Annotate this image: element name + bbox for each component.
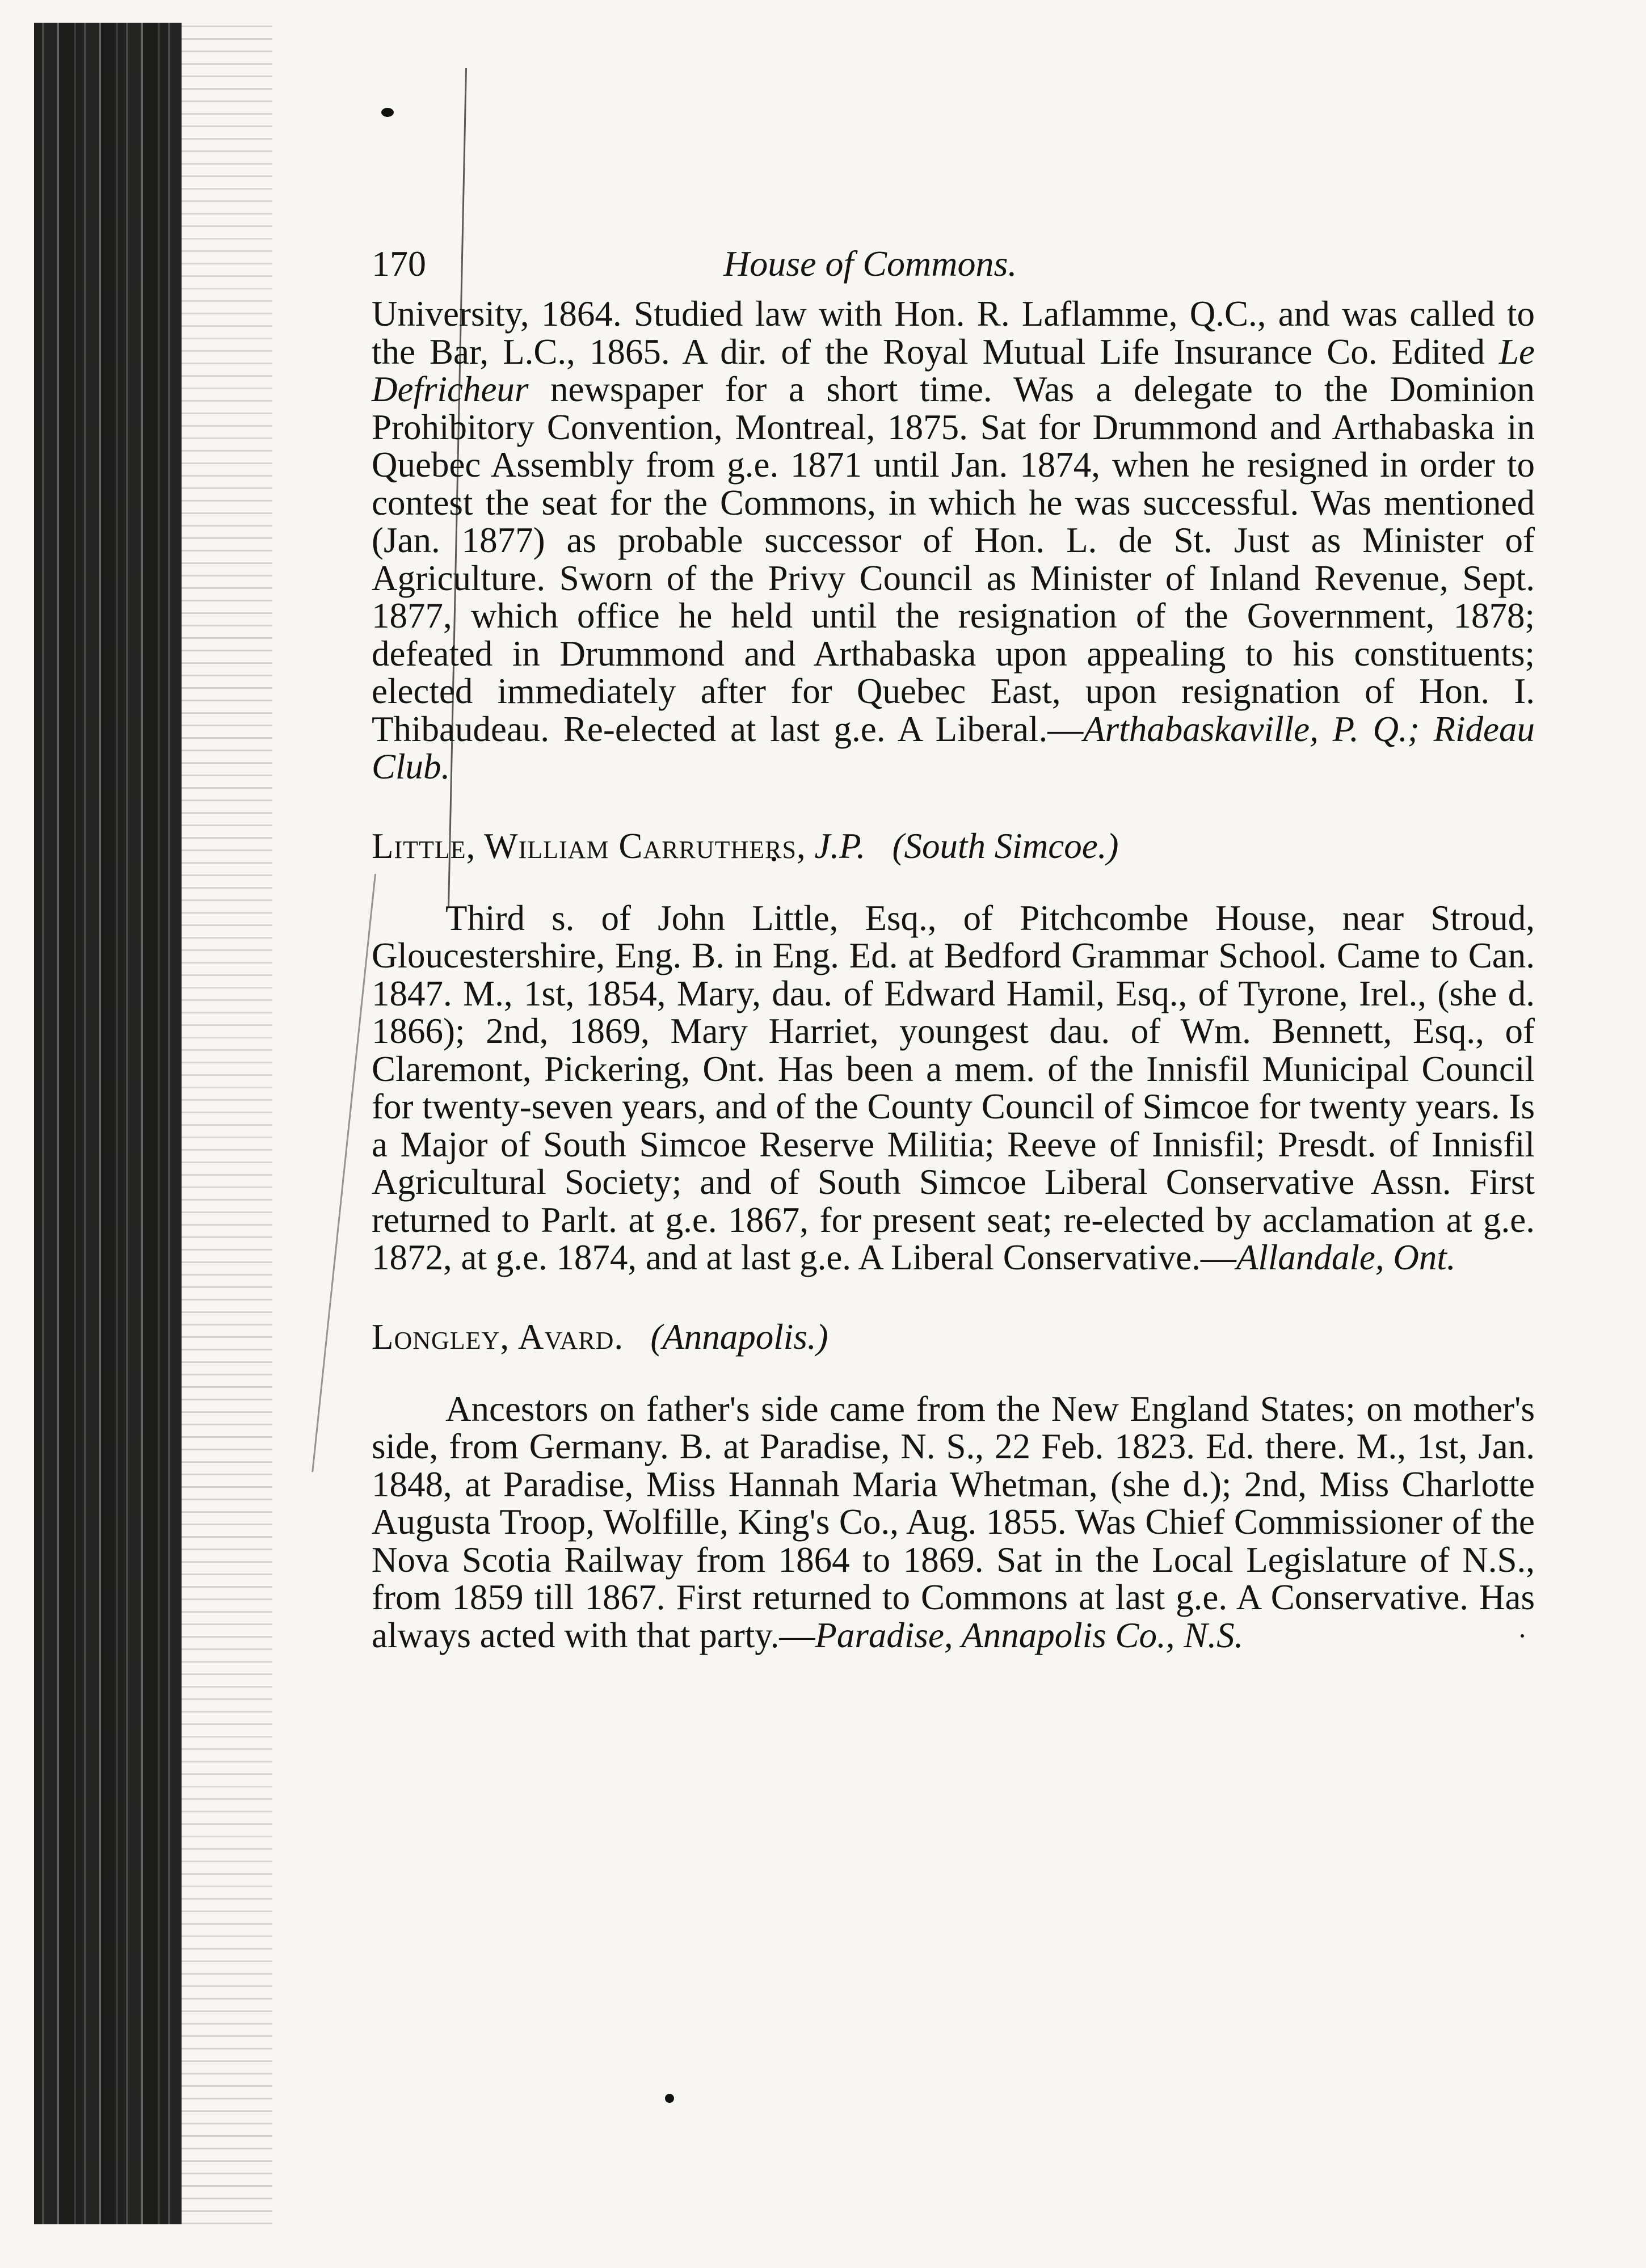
entry-given-names: Avard. bbox=[517, 1316, 624, 1357]
page-number: 170 bbox=[372, 243, 426, 284]
entry-constituency: (South Simcoe.) bbox=[892, 826, 1119, 866]
ink-speck bbox=[381, 108, 394, 117]
paragraph-text: University, 1864. Studied law with Hon. R. Laflamme, Q.C., and was called to the Bar, L.C., 1865. A dir. of the Royal Mutual Life Insurance Co. Edited bbox=[372, 294, 1535, 372]
entry-body bbox=[372, 899, 1535, 1277]
entry-body-text: Ancestors on father's side came from the New England States; on mother's side, from Germany. B. at Paradise, N. S., 22 Feb. 1823. Ed. there. M., 1st, Jan. 1848, at Paradise, Miss Hannah Maria Whetman, (she d.); 2nd, Miss Charlotte Augusta Troop, Wolfille, King's Co., Aug. 1855. Was Chief Commissioner of the Nova Scotia Railway from 1864 to 1869. Sat in the Local Legislature of N.S., from 1859 till 1867. First returned to Commons at last g.e. A Conservative. Has always acted with that party.— bbox=[372, 1388, 1535, 1655]
gutter-bleed bbox=[182, 23, 272, 2224]
entry-body-text: Third s. of John Little, Esq., of Pitchcombe House, near Stroud, Gloucestershire, Eng. B. in Eng. Ed. at Bedford Grammar School. Came to Can. 1847. M., 1st, 1854, Mary, dau. of Edward Hamil, Esq., of Tyrone, Irel., (she d. 1866); 2nd, 1869, Mary Harriet, youngest dau. of Wm. Bennett, Esq., of Claremont, Pickering, Ont. Has been a mem. of the Innisfil Municipal Council for twenty-seven years, and of the County Council of Simcoe for twenty years. Is a Major of South Simcoe Reserve Militia; Reeve of Innisfil; Presdt. of Innisfil Agricultural Society; and of South Simcoe Liberal Conservative Assn. First returned to Parlt. at g.e. 1867, for present seat; re-elected by acclamation at g.e. 1872, at g.e. 1874, and at last g.e. A Liberal Conservative.— bbox=[372, 898, 1535, 1277]
spacer bbox=[372, 1277, 1535, 1316]
entry-body bbox=[372, 1390, 1535, 1655]
book-gutter-shadow bbox=[34, 23, 182, 2224]
spacer bbox=[372, 866, 1535, 899]
entry-heading: Longley, Avard. (Annapolis.) bbox=[372, 1316, 828, 1357]
book-page bbox=[372, 233, 1535, 2105]
running-title: House of Commons. bbox=[723, 243, 1017, 284]
spacer bbox=[372, 786, 1535, 826]
continued-entry-paragraph bbox=[372, 295, 1535, 786]
entry-surname: Longley bbox=[372, 1316, 500, 1357]
entry-surname: Little bbox=[372, 826, 466, 866]
entry-address: Arthabaskaville, P. Q.; Rideau Club. bbox=[372, 709, 1535, 786]
entry-given-names: William Carruthers bbox=[484, 826, 797, 866]
entry-constituency: (Annapolis.) bbox=[650, 1316, 828, 1357]
entry-heading: Little, William Carruthers, J.P. (South Simcoe.) bbox=[372, 826, 1119, 866]
running-header bbox=[372, 233, 1535, 295]
spacer bbox=[372, 1357, 1535, 1390]
entry-address: Allandale, Ont. bbox=[1236, 1238, 1456, 1277]
text-column bbox=[372, 295, 1535, 1654]
entry-address: Paradise, Annapolis Co., N.S. bbox=[815, 1615, 1244, 1655]
margin-pen-line-lower bbox=[311, 874, 376, 1472]
entry-suffix: J.P. bbox=[814, 826, 866, 866]
newspaper-title: Le Defricheur bbox=[372, 331, 1535, 409]
paragraph-text: newspaper for a short time. Was a delegate to the Dominion Prohibitory Convention, Montreal, 1875. Sat for Drummond and Arthabaska in Quebec Assembly from g.e. 1871 until Jan. 1874, when he resigned in order to contest the seat for the Commons, in which he was successful. Was mentioned (Jan. 1877) as probable successor of Hon. L. de St. Just as Minister of Agriculture. Sworn of the Privy Council as Minister of Inland Revenue, Sept. 1877, which office he held until the resignation of the Government, 1878; defeated in Drummond and Arthabaska upon appealing to his constituents; elected immediately after for Quebec East, upon resignation of Hon. I. Thibaudeau. Re-elected at last g.e. A Liberal.— bbox=[372, 369, 1535, 749]
